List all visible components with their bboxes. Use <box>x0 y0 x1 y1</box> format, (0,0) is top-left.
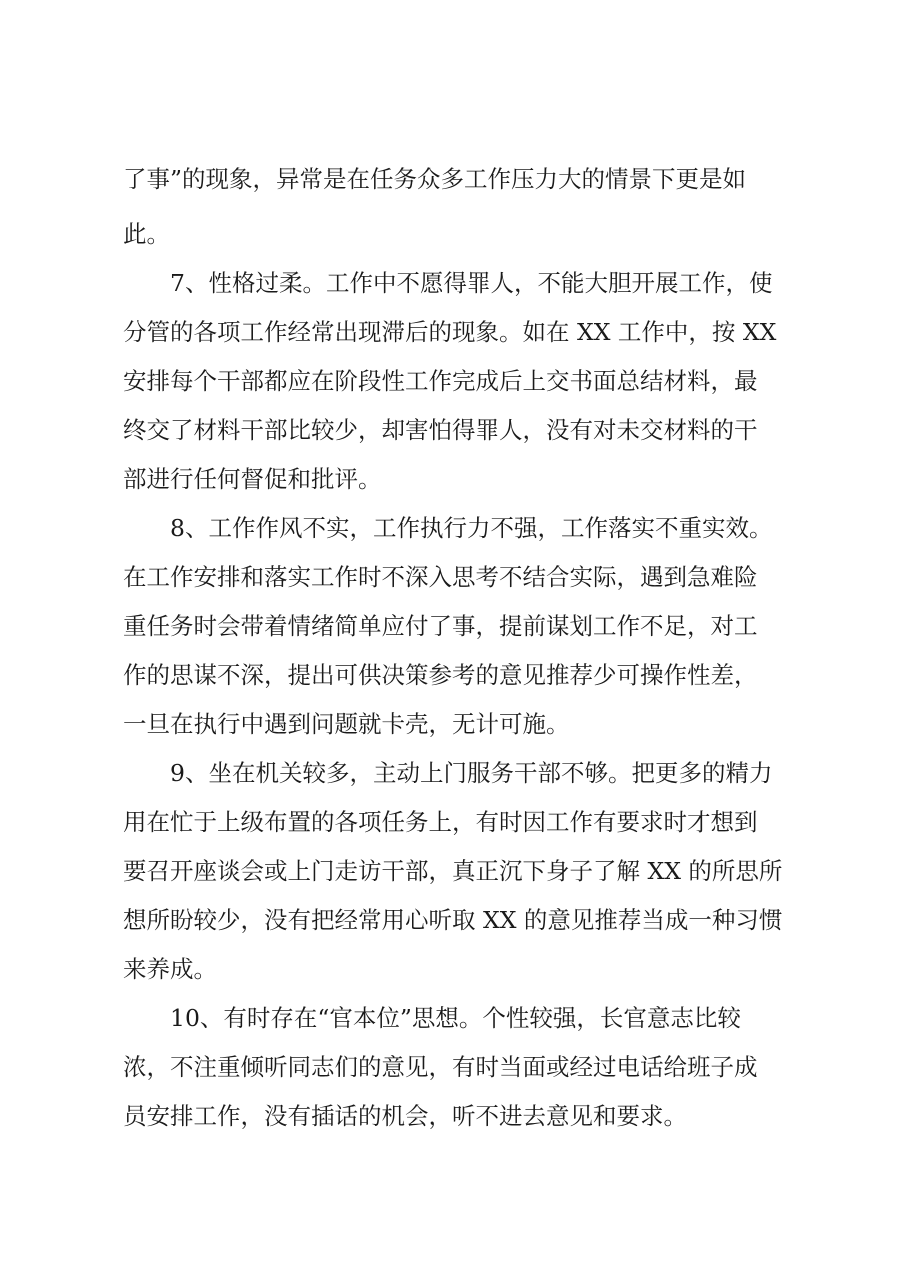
text-line: 一旦在执行中遇到问题就卡壳，无计可施。 <box>123 710 570 738</box>
text-line: 部进行任何督促和批评。 <box>123 465 382 493</box>
text-line: 要召开座谈会或上门走访干部，真正沉下身子了解 XX 的所思所 <box>123 857 783 885</box>
text-line: 安排每个干部都应在阶段性工作完成后上交书面总结材料，最 <box>123 367 758 395</box>
text-line: 作的思谋不深，提出可供决策参考的意见推荐少可操作性差， <box>123 661 758 689</box>
paragraph-first-line: 10、有时存在“官本位”思想。个性较强，长官意志比较 <box>170 1004 741 1032</box>
text-line: 在工作安排和落实工作时不深入思考不结合实际，遇到急难险 <box>123 563 758 591</box>
paragraph-first-line: 8、工作作风不实，工作执行力不强，工作落实不重实效。 <box>170 514 773 542</box>
text-line: 终交了材料干部比较少，却害怕得罪人，没有对未交材料的干 <box>123 416 758 444</box>
text-line: 重任务时会带着情绪简单应付了事，提前谋划工作不足，对工 <box>123 612 758 640</box>
paragraph-first-line: 7、性格过柔。工作中不愿得罪人，不能大胆开展工作，使 <box>170 269 773 297</box>
text-line: 员安排工作，没有插话的机会，听不进去意见和要求。 <box>123 1102 687 1130</box>
text-line: 此。 <box>123 220 170 248</box>
text-line: 想所盼较少，没有把经常用心听取 XX 的意见推荐当成一种习惯 <box>123 906 783 934</box>
text-line: 分管的各项工作经常出现滞后的现象。如在 XX 工作中，按 XX <box>123 318 777 346</box>
text-line: 了事”的现象，异常是在任务众多工作压力大的情景下更是如 <box>123 165 747 193</box>
text-line: 浓，不注重倾听同志们的意见，有时当面或经过电话给班子成 <box>123 1053 758 1081</box>
paragraph-first-line: 9、坐在机关较多，主动上门服务干部不够。把更多的精力 <box>170 759 773 787</box>
text-line: 用在忙于上级布置的各项任务上，有时因工作有要求时才想到 <box>123 808 758 836</box>
text-line: 来养成。 <box>123 955 217 983</box>
